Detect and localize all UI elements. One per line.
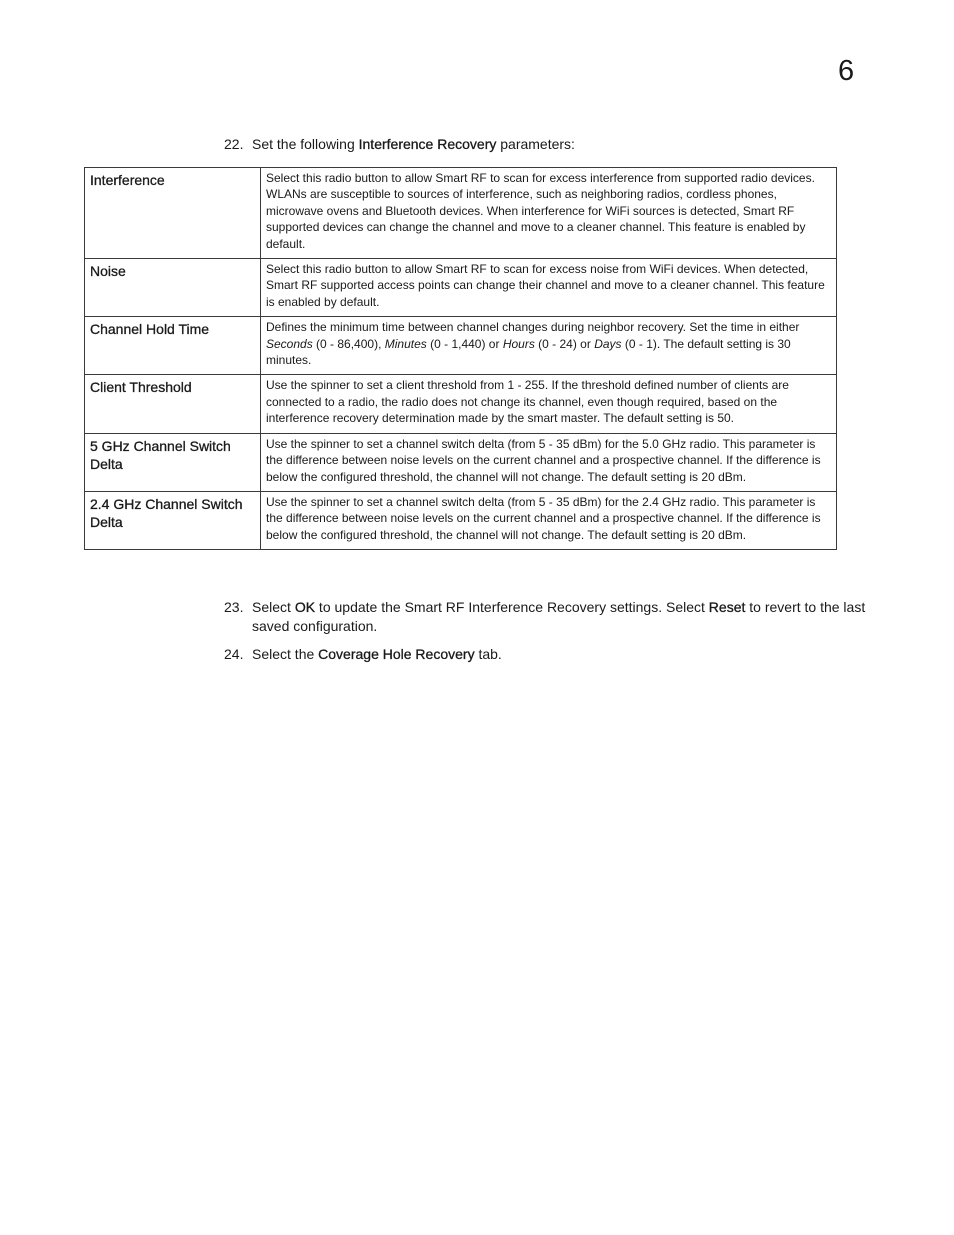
table-row [85, 317, 837, 375]
unit-minutes: Minutes [384, 336, 427, 351]
ui-term-interference-recovery: Interference Recovery [358, 136, 497, 152]
table-row [85, 168, 837, 259]
step-number: 22. [224, 136, 244, 152]
table-row [85, 375, 837, 433]
table-row [85, 259, 837, 317]
ui-term-ok: OK [294, 599, 316, 615]
step-text [252, 645, 874, 664]
param-name: 2.4 GHz Channel Switch Delta [85, 491, 261, 549]
unit-hours: Hours [502, 336, 535, 351]
step-text-part: parameters: [496, 136, 575, 152]
desc-part: (0 - 1). The default setting is 30 minutes. [266, 336, 791, 368]
desc-part: (0 - 86,400), [312, 336, 385, 351]
step-text-part: Set the following [252, 136, 359, 152]
step-number: 23. [224, 599, 244, 615]
step-text-part: to revert to the last saved configuration. [252, 599, 866, 634]
param-description: Use the spinner to set a channel switch delta (from 5 - 35 dBm) for the 5.0 GHz radio. This parameter is the difference between noise levels on the current channel and a prospective channel. If the difference is below the configured threshold, the channel will not change. The default setting is 20 dBm. [261, 433, 837, 491]
table-row [85, 491, 837, 549]
ui-term-reset: Reset [708, 599, 746, 615]
unit-seconds: Seconds [266, 336, 313, 351]
param-description [261, 317, 837, 375]
param-name: 5 GHz Channel Switch Delta [85, 433, 261, 491]
param-name: Channel Hold Time [85, 317, 261, 375]
param-name: Client Threshold [85, 375, 261, 433]
param-name: Interference [85, 168, 261, 259]
step-text-part: tab. [474, 646, 502, 662]
step-text [252, 135, 874, 154]
step-24 [224, 645, 874, 664]
step-text-part: Select [252, 599, 295, 615]
step-text [252, 598, 874, 636]
step-23 [224, 598, 874, 636]
ui-term-coverage-hole-recovery: Coverage Hole Recovery [318, 646, 475, 662]
step-22 [224, 135, 874, 154]
desc-part: Defines the minimum time between channel changes during neighbor recovery. Set the time in either [266, 320, 800, 335]
step-number: 24. [224, 646, 244, 662]
parameters-table [84, 167, 837, 550]
step-text-part: Select the [252, 646, 319, 662]
unit-days: Days [594, 336, 622, 351]
table-row [85, 433, 837, 491]
desc-part: (0 - 24) or [534, 336, 595, 351]
step-text-part: to update the Smart RF Interference Recovery settings. Select [315, 599, 709, 615]
chapter-number: 6 [838, 55, 855, 87]
param-name: Noise [85, 259, 261, 317]
param-description: Use the spinner to set a client threshold from 1 - 255. If the threshold defined number of clients are connected to a radio, the radio does not change its channel, even though required, based on the interference recovery determination made by the smart master. The default setting is 50. [261, 375, 837, 433]
param-description: Use the spinner to set a channel switch delta (from 5 - 35 dBm) for the 2.4 GHz radio. This parameter is the difference between noise levels on the current channel and a prospective channel. If the difference is below the configured threshold, the channel will not change. The default setting is 20 dBm. [261, 491, 837, 549]
desc-part: (0 - 1,440) or [426, 336, 503, 351]
param-description: Select this radio button to allow Smart RF to scan for excess interference from supported radio devices. WLANs are susceptible to sources of interference, such as neighboring radios, cordless phones, microwave ovens and Bluetooth devices. When interference for WiFi sources is detected, Smart RF supported devices can change the channel and move to a cleaner channel. This feature is enabled by default. [261, 168, 837, 259]
param-description: Select this radio button to allow Smart RF to scan for excess noise from WiFi devices. When detected, Smart RF supported access points can change their channel and move to a cleaner channel. This feature is enabled by default. [261, 259, 837, 317]
